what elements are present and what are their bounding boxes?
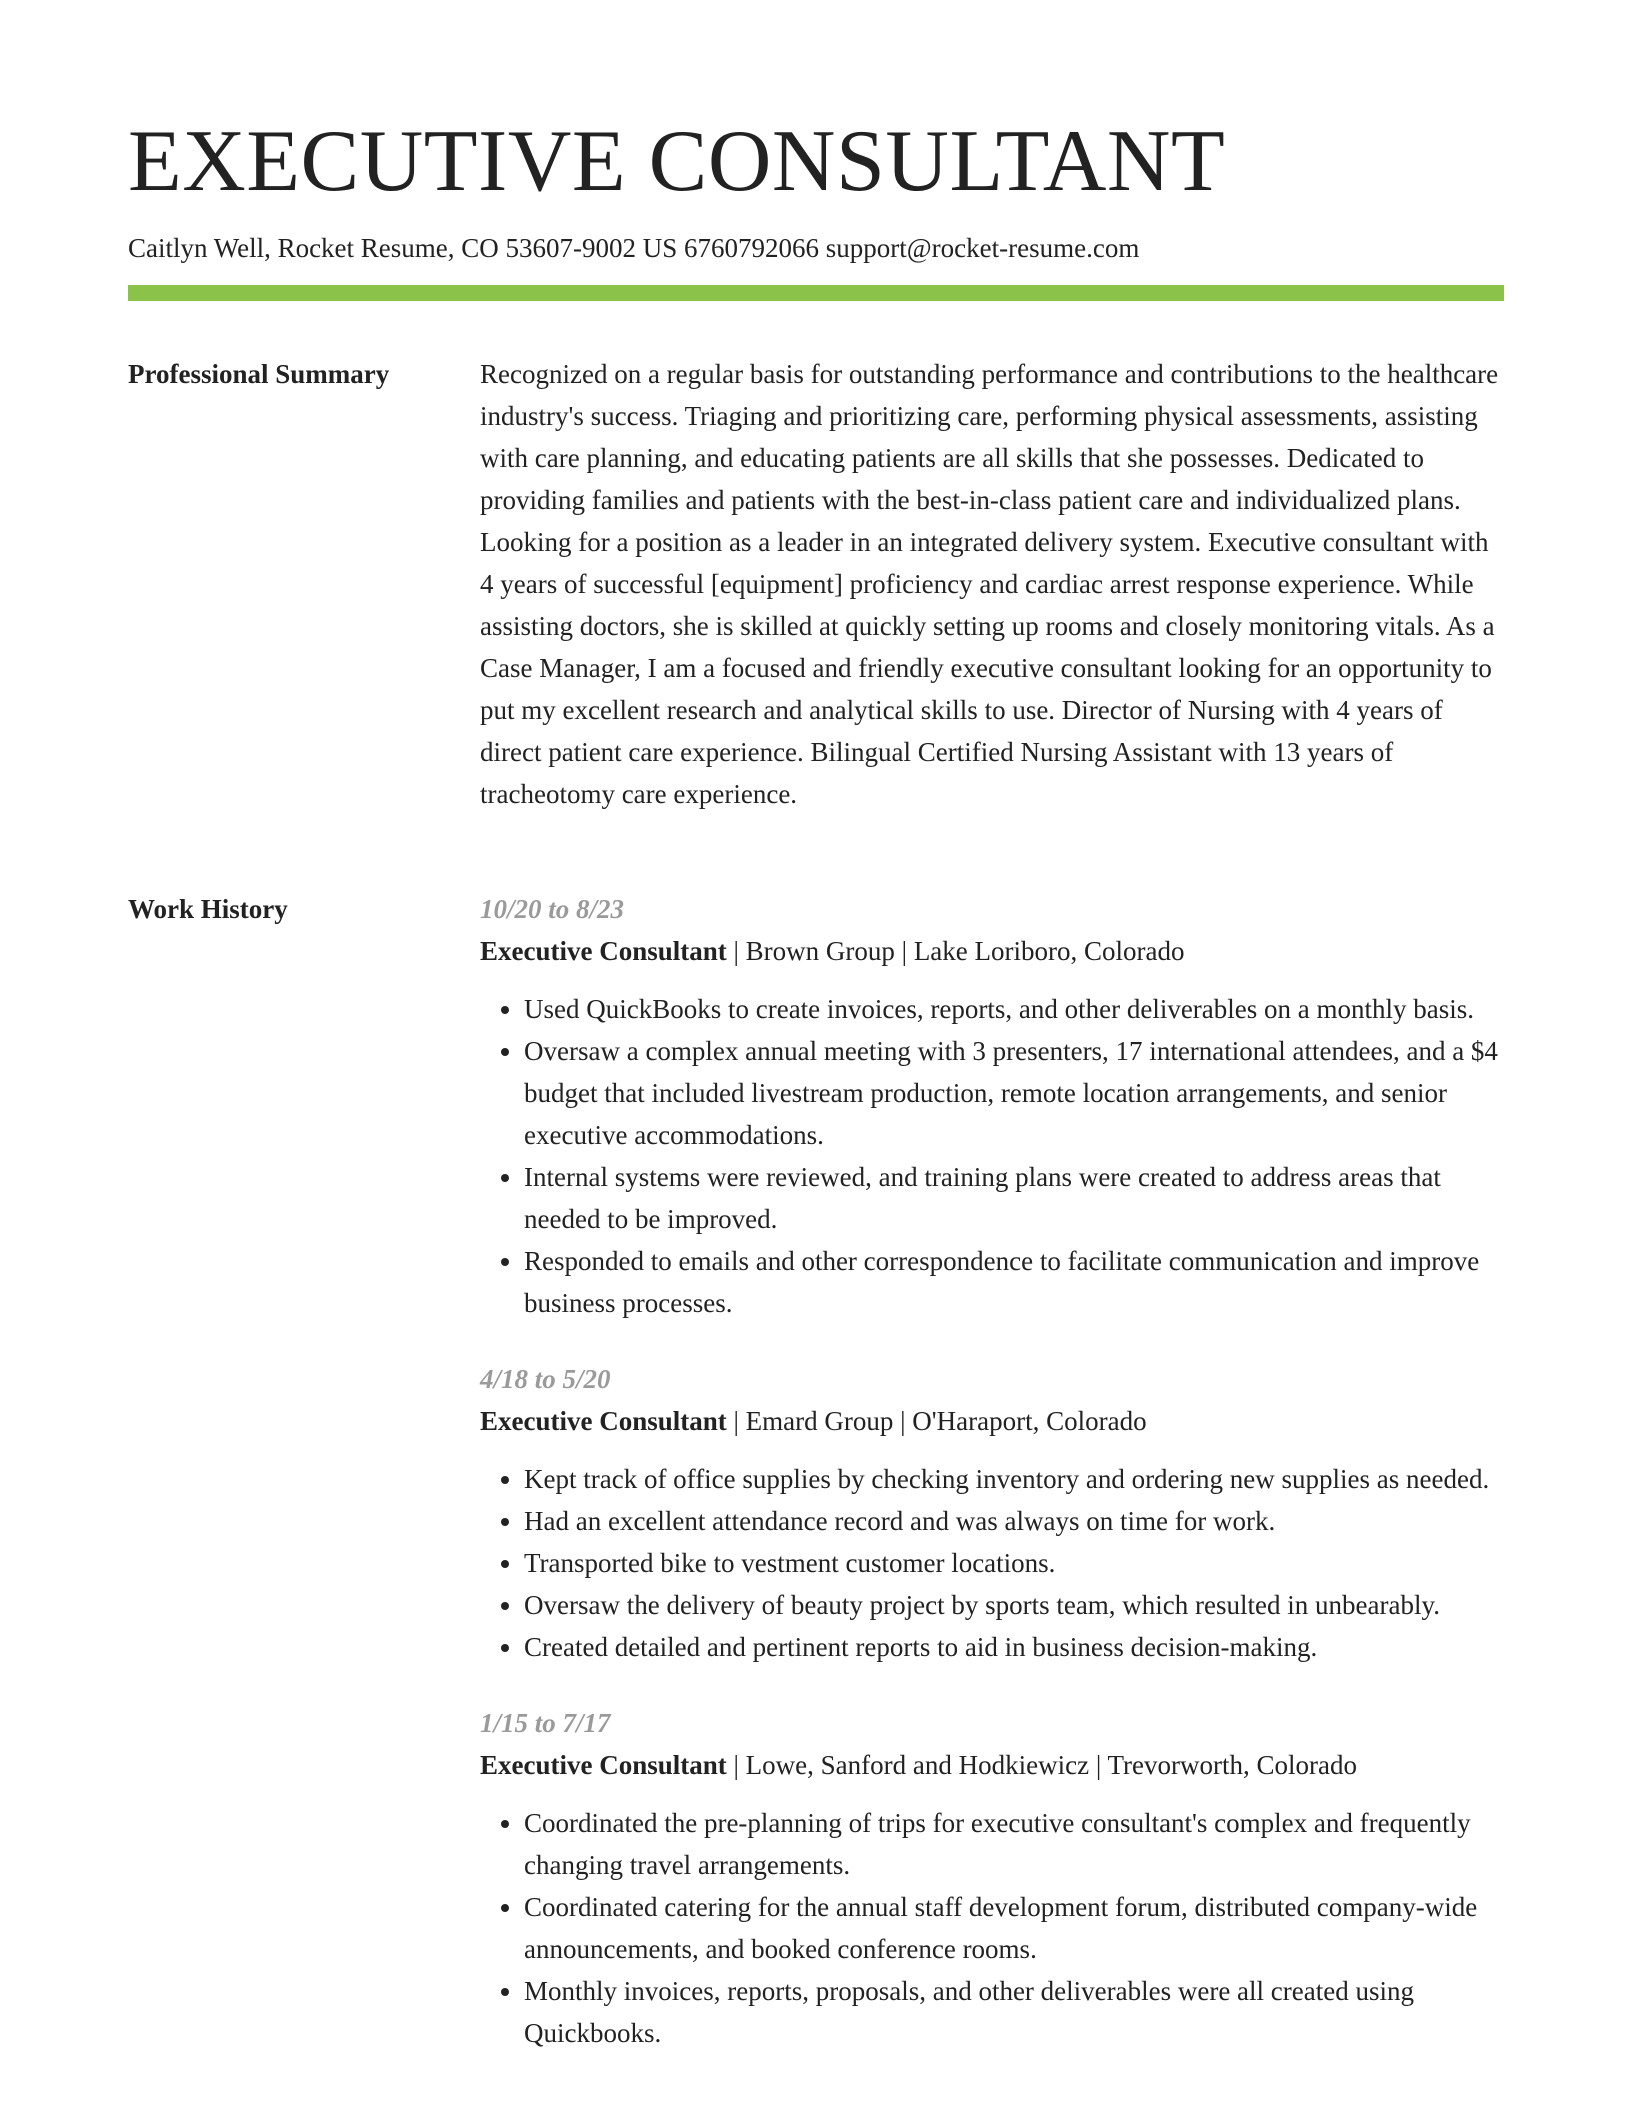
job-bullet: • Used QuickBooks to create invoices, reports, and other deliverables on a monthly basis. bbox=[524, 988, 1504, 1030]
contact-phone: 6760792066 bbox=[684, 233, 820, 263]
contact-email: support@rocket-resume.com bbox=[825, 233, 1140, 263]
contact-line bbox=[128, 230, 1139, 266]
job-heading bbox=[480, 1400, 1504, 1442]
job-dates: 4/18 to 5/20 bbox=[480, 1364, 611, 1394]
job-title: Executive Consultant bbox=[480, 936, 727, 966]
job-entry bbox=[480, 1358, 1504, 1668]
contact-name-location: Caitlyn Well, Rocket Resume, CO 53607-9002 US bbox=[128, 233, 678, 263]
section-label-professional-summary: Professional Summary bbox=[128, 359, 390, 389]
job-bullet: • Oversaw the delivery of beauty project by sports team, which resulted in unbearably. bbox=[524, 1584, 1504, 1626]
job-details: | Brown Group | Lake Loriboro, Colorado bbox=[726, 936, 1185, 966]
job-details: | Emard Group | O'Haraport, Colorado bbox=[726, 1406, 1147, 1436]
job-bullet: • Transported bike to vestment customer locations. bbox=[524, 1542, 1504, 1584]
job-heading bbox=[480, 930, 1504, 972]
job-bullet: • Monthly invoices, reports, proposals, and other deliverables were all created using Quickbooks. bbox=[524, 1970, 1504, 2054]
job-title: Executive Consultant bbox=[480, 1406, 727, 1436]
job-bullet: • Oversaw a complex annual meeting with 3 presenters, 17 international attendees, and a $4 budget that included livestream production, remote location arrangements, and senior executive accommodations. bbox=[524, 1030, 1504, 1156]
job-bullet: • Had an excellent attendance record and was always on time for work. bbox=[524, 1500, 1504, 1542]
job-entry bbox=[480, 1702, 1504, 2054]
job-entry bbox=[480, 888, 1504, 1324]
job-bullet-list bbox=[480, 1802, 1504, 2054]
job-bullet-list bbox=[480, 988, 1504, 1324]
job-dates: 1/15 to 7/17 bbox=[480, 1708, 611, 1738]
job-bullet: • Coordinated the pre-planning of trips for executive consultant's complex and frequently changing travel arrangements. bbox=[524, 1802, 1504, 1886]
job-bullet-list bbox=[480, 1458, 1504, 1668]
job-dates: 10/20 to 8/23 bbox=[480, 894, 625, 924]
job-title: Executive Consultant bbox=[480, 1750, 727, 1780]
job-heading bbox=[480, 1744, 1504, 1786]
resume-title: EXECUTIVE CONSULTANT bbox=[128, 113, 1226, 210]
job-bullet: • Coordinated catering for the annual staff development forum, distributed company-wide announcements, and booked conference rooms. bbox=[524, 1886, 1504, 1970]
summary-text: Recognized on a regular basis for outstanding performance and contributions to the healthcare industry's success. Triaging and prioritizing care, performing physical assessments, assisting with care planning, and educating patients are all skills that she possesses. Dedicated to providing families and patients with the best-in-class patient care and individualized plans. Looking for a position as a leader in an integrated delivery system. Executive consultant with 4 years of successful [equipment] proficiency and cardiac arrest response experience. While assisting doctors, she is skilled at quickly setting up rooms and closely monitoring vitals. As a Case Manager, I am a focused and friendly executive consultant looking for an opportunity to put my excellent research and analytical skills to use. Director of Nursing with 4 years of direct patient care experience. Bilingual Certified Nursing Assistant with 13 years of tracheotomy care experience. bbox=[480, 359, 1499, 809]
job-bullet: • Responded to emails and other correspondence to facilitate communication and improve business processes. bbox=[524, 1240, 1504, 1324]
section-label-work-history: Work History bbox=[128, 894, 288, 924]
job-bullet: • Created detailed and pertinent reports to aid in business decision-making. bbox=[524, 1626, 1504, 1668]
job-details: | Lowe, Sanford and Hodkiewicz | Trevorworth, Colorado bbox=[726, 1750, 1357, 1780]
summary-body bbox=[480, 353, 1504, 815]
job-bullet: • Kept track of office supplies by checking inventory and ordering new supplies as needed. bbox=[524, 1458, 1504, 1500]
work-history-body bbox=[480, 888, 1504, 2088]
header-divider-bar bbox=[128, 285, 1504, 301]
job-bullet: • Internal systems were reviewed, and training plans were created to address areas that needed to be improved. bbox=[524, 1156, 1504, 1240]
